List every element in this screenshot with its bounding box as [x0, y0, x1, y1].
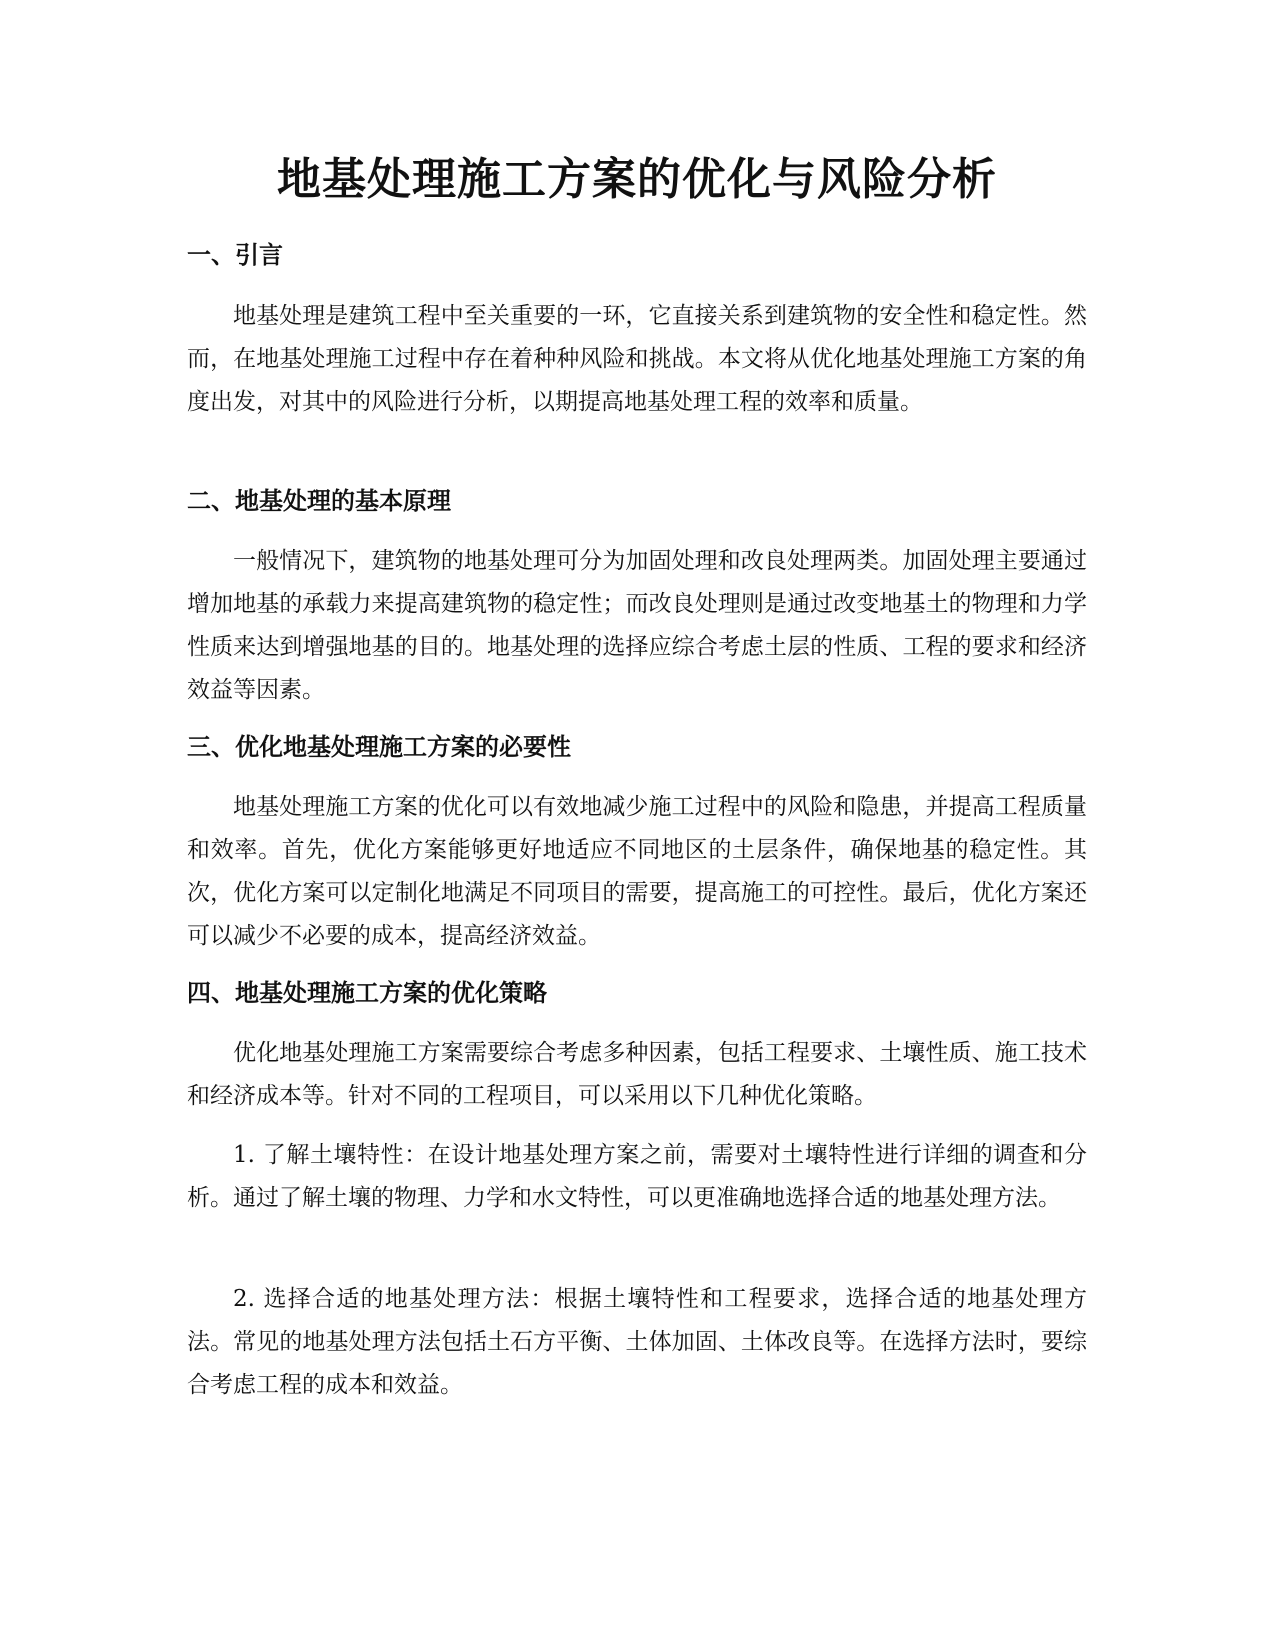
- paragraph: 一般情况下，建筑物的地基处理可分为加固处理和改良处理两类。加固处理主要通过增加地基的承载力来提高建筑物的稳定性；而改良处理则是通过改变地基土的物理和力学性质来达到增强地基的目的。地基处理的选择应综合考虑土层的性质、工程的要求和经济效益等因素。: [187, 548, 1087, 703]
- list-item-paragraph: 2. 选择合适的地基处理方法：根据土壤特性和工程要求，选择合适的地基处理方法。常见的地基处理方法包括土石方平衡、土体加固、土体改良等。在选择方法时，要综合考虑工程的成本和效益。: [187, 1286, 1087, 1398]
- paragraph: 地基处理是建筑工程中至关重要的一环，它直接关系到建筑物的安全性和稳定性。然而，在地基处理施工过程中存在着种种风险和挑战。本文将从优化地基处理施工方案的角度出发，对其中的风险进行分析，以期提高地基处理工程的效率和质量。: [187, 303, 1087, 415]
- section-heading-introduction: 一、引言: [187, 241, 283, 269]
- list-item-paragraph: 1. 了解土壤特性：在设计地基处理方案之前，需要对土壤特性进行详细的调查和分析。通过了解土壤的物理、力学和水文特性，可以更准确地选择合适的地基处理方法。: [187, 1142, 1087, 1211]
- section-heading-basic-principles: 二、地基处理的基本原理: [187, 487, 451, 515]
- paragraph: 优化地基处理施工方案需要综合考虑多种因素，包括工程要求、土壤性质、施工技术和经济成本等。针对不同的工程项目，可以采用以下几种优化策略。: [187, 1040, 1087, 1109]
- document-title: 地基处理施工方案的优化与风险分析: [277, 154, 997, 205]
- section-heading-necessity: 三、优化地基处理施工方案的必要性: [187, 733, 571, 761]
- section-heading-strategies: 四、地基处理施工方案的优化策略: [187, 979, 547, 1007]
- paragraph: 地基处理施工方案的优化可以有效地减少施工过程中的风险和隐患，并提高工程质量和效率。首先，优化方案能够更好地适应不同地区的土层条件，确保地基的稳定性。其次，优化方案可以定制化地满足不同项目的需要，提高施工的可控性。最后，优化方案还可以减少不必要的成本，提高经济效益。: [187, 794, 1087, 949]
